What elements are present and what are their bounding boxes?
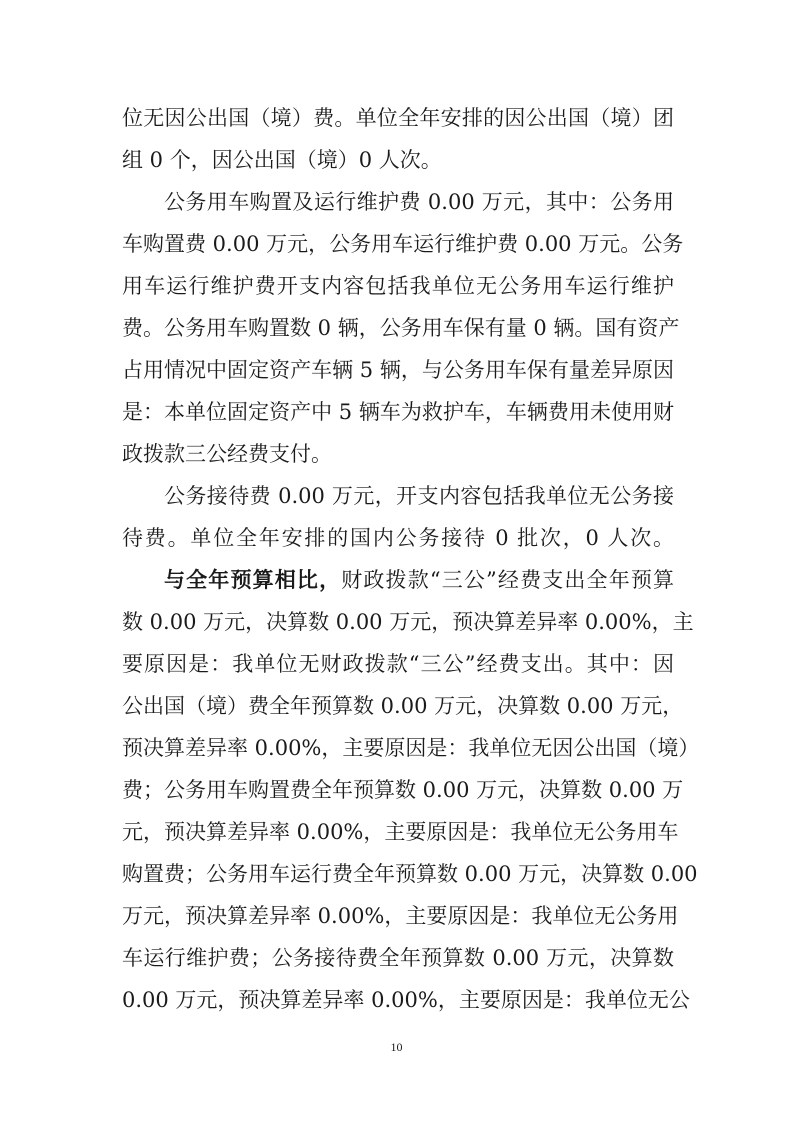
para4-line3: 要原因是：我单位无财政拨款“三公”经费支出。其中：因 [122, 652, 674, 676]
para4-line11: 0.00 万元，预决算差异率 0.00%，主要原因是：我单位无公 [122, 988, 690, 1012]
para4-line6: 费；公务用车购置费全年预算数 0.00 万元，决算数 0.00 万 [122, 778, 684, 802]
para2-line2: 车购置费 0.00 万元，公务用车运行维护费 0.00 万元。公务 [122, 232, 684, 256]
para4-line8: 购置费；公务用车运行费全年预算数 0.00 万元，决算数 0.00 [122, 862, 698, 886]
para3-line1: 公务接待费 0.00 万元，开支内容包括我单位无公务接 [164, 484, 674, 508]
para4-line9: 万元，预决算差异率 0.00%，主要原因是：我单位无公务用 [122, 904, 679, 928]
para4-line2: 数 0.00 万元，决算数 0.00 万元，预决算差异率 0.00%，主 [122, 610, 694, 634]
para1-line1: 位无因公出国（境）费。单位全年安排的因公出国（境）团 [122, 106, 674, 130]
para4-line10: 车运行维护费；公务接待费全年预算数 0.00 万元，决算数 [122, 946, 674, 970]
para4-line1-text: 财政拨款“三公”经费支出全年预算 [341, 568, 674, 592]
para2-line6: 是：本单位固定资产中 5 辆车为救护车，车辆费用未使用财 [122, 400, 674, 424]
para4-line4: 公出国（境）费全年预算数 0.00 万元，决算数 0.00 万元， [122, 694, 684, 718]
para2-line7: 政拨款三公经费支付。 [122, 442, 332, 466]
para2-line3: 用车运行维护费开支内容包括我单位无公务用车运行维护 [122, 274, 674, 298]
para4-lead-heading: 与全年预算相比， [164, 567, 342, 592]
para2-line5: 占用情况中固定资产车辆 5 辆，与公务用车保有量差异原因 [122, 358, 674, 382]
para1-line2: 组 0 个，因公出国（境）0 人次。 [122, 148, 442, 172]
para3-line2: 待费。单位全年安排的国内公务接待 0 批次，0 人次。 [122, 526, 674, 550]
page-number: 10 [390, 1040, 403, 1054]
para4-line7: 元，预决算差异率 0.00%，主要原因是：我单位无公务用车 [122, 820, 679, 844]
para4-line5: 预决算差异率 0.00%，主要原因是：我单位无因公出国（境） [122, 736, 700, 760]
para2-line1: 公务用车购置及运行维护费 0.00 万元，其中：公务用 [164, 190, 674, 214]
para4-line1 [164, 565, 674, 595]
para2-line4: 费。公务用车购置数 0 辆，公务用车保有量 0 辆。国有资产 [122, 316, 680, 340]
